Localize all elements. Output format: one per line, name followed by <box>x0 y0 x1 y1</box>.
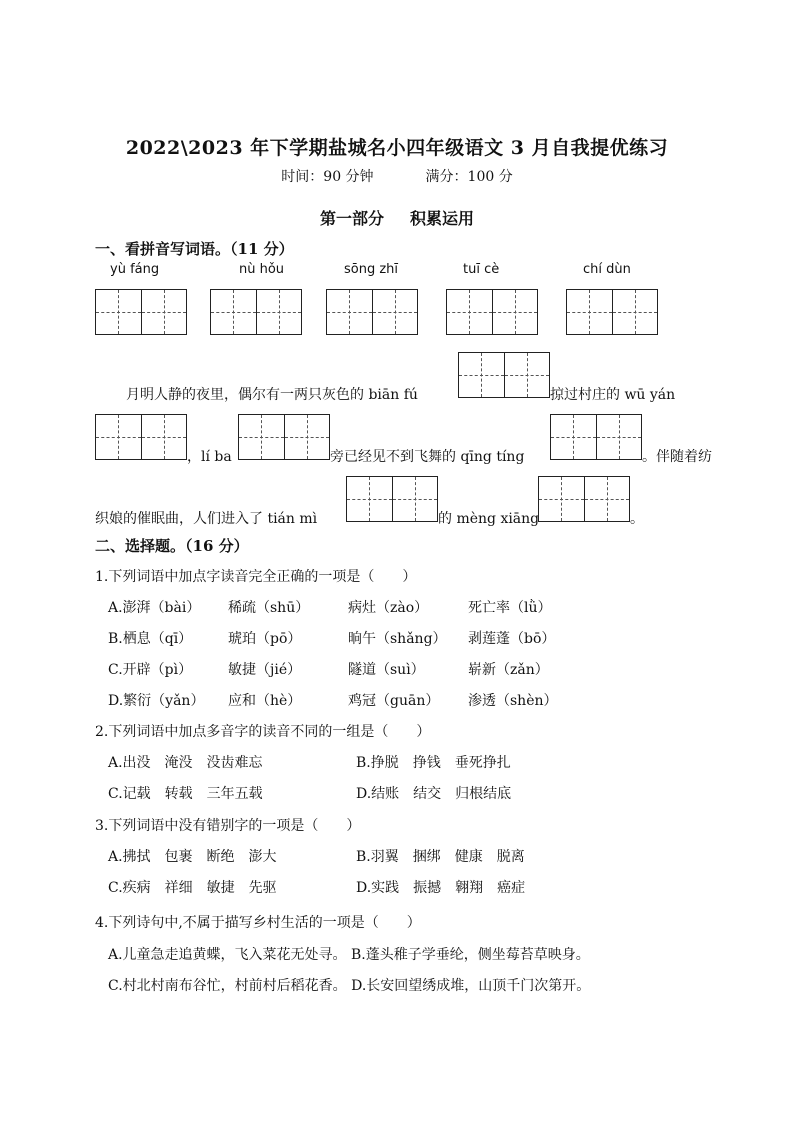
option-item: A.出没 淹没 没齿难忘 <box>108 755 263 771</box>
option-item: 崭新（zǎn） <box>468 662 549 678</box>
option-item: 渗透（shèn） <box>468 693 558 709</box>
option-item: 应和（hè） <box>228 693 302 709</box>
passage-text: 。伴随着纺 <box>642 449 712 465</box>
option-item: 死亡率（lǜ） <box>468 600 552 616</box>
question-stem: 4.下列诗句中,不属于描写乡村生活的一项是（ ） <box>95 915 421 931</box>
writing-grid[interactable] <box>566 289 658 335</box>
writing-grid[interactable] <box>346 476 438 522</box>
option-item: 敏捷（jié） <box>228 662 302 678</box>
section-heading-1: 一、看拼音写词语。（11 分） <box>95 240 294 258</box>
option-item: 晌午（shǎng） <box>348 631 447 647</box>
option-item: D.实践 振撼 翱翔 癌症 <box>356 880 526 896</box>
writing-grid[interactable] <box>210 289 302 335</box>
exam-info <box>0 166 794 186</box>
writing-grid[interactable] <box>95 414 187 460</box>
question-stem: 2.下列词语中加点多音字的读音不同的一组是（ ） <box>95 724 431 740</box>
option-item: D.结账 结交 归根结底 <box>356 786 512 802</box>
writing-grid[interactable] <box>458 352 550 398</box>
passage-text: 旁已经见不到飞舞的 qīng tíng <box>330 449 525 465</box>
writing-grid[interactable] <box>326 289 418 335</box>
part-name: 积累运用 <box>410 209 475 228</box>
part-heading <box>0 206 794 229</box>
pinyin-label: chí dùn <box>583 262 631 277</box>
writing-grid[interactable] <box>446 289 538 335</box>
option-item: 琥珀（pō） <box>228 631 302 647</box>
option-row: A.儿童急走追黄蝶，飞入菜花无处寻。 B.蓬头稚子学垂纶，侧坐莓苔草映身。 <box>108 947 590 963</box>
option-item: C.疾病 祥细 敏捷 先驱 <box>108 880 277 896</box>
writing-grid[interactable] <box>538 476 630 522</box>
question-stem: 3.下列词语中没有错别字的一项是（ ） <box>95 818 361 834</box>
part-label: 第一部分 <box>319 209 384 228</box>
option-item: A.澎湃（bài） <box>108 600 201 616</box>
passage-text: ，lí ba <box>187 449 232 465</box>
option-item: B.挣脱 挣钱 垂死挣扎 <box>356 755 511 771</box>
option-row: C.村北村南布谷忙，村前村后稻花香。 D.长安回望绣成堆，山顶千门次第开。 <box>108 978 591 994</box>
writing-grid[interactable] <box>550 414 642 460</box>
option-item: 剥莲蓬（bō） <box>468 631 556 647</box>
option-item: C.记载 转载 三年五载 <box>108 786 263 802</box>
passage-text: 掠过村庄的 wū yán <box>550 387 676 403</box>
option-item: B.栖息（qī） <box>108 631 193 647</box>
pinyin-label: sōng zhī <box>344 262 399 277</box>
full-score: 满分：100 分 <box>425 169 513 185</box>
time-limit: 时间：90 分钟 <box>281 169 374 185</box>
section-heading-2: 二、选择题。（16 分） <box>95 537 249 555</box>
option-item: 鸡冠（guān） <box>348 693 440 709</box>
writing-grid[interactable] <box>238 414 330 460</box>
option-item: 隧道（suì） <box>348 662 425 678</box>
pinyin-label: tuī cè <box>463 262 500 277</box>
passage-text: 月明人静的夜里，偶尔有一两只灰色的 biān fú <box>126 387 418 403</box>
question-stem: 1.下列词语中加点字读音完全正确的一项是（ ） <box>95 569 417 585</box>
passage-text: 。 <box>630 511 644 527</box>
option-item: 稀疏（shū） <box>228 600 310 616</box>
passage-text: 织娘的催眠曲，人们进入了 tián mì <box>95 511 318 527</box>
option-item: 病灶（zào） <box>348 600 429 616</box>
option-item: B.羽翼 捆绑 健康 脱离 <box>356 849 525 865</box>
writing-grid[interactable] <box>95 289 187 335</box>
passage-text: 的 mèng xiāng <box>438 511 540 527</box>
pinyin-label: yù fáng <box>110 262 160 277</box>
pinyin-label: nù hǒu <box>239 262 285 277</box>
page-title: 2022\2023 年下学期盐城名小四年级语文 3 月自我提优练习 <box>125 137 669 159</box>
option-item: D.繁衍（yǎn） <box>108 693 205 709</box>
option-item: A.拂拭 包裹 断绝 澎大 <box>108 849 277 865</box>
option-item: C.开辟（pì） <box>108 662 193 678</box>
